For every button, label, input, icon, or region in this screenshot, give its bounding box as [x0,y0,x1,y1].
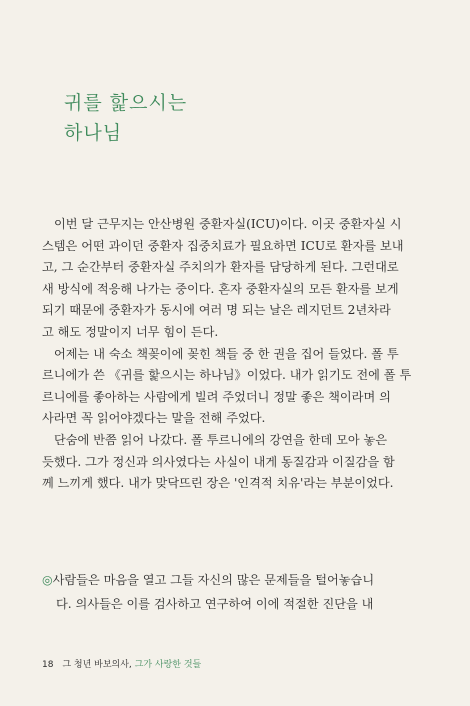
page-footer [42,657,201,670]
text-line: 새 방식에 적응해 나가는 중이다. 혼자 중환자실의 모든 환자를 보게 [42,281,399,296]
text-line: 고, 그 순간부터 중환자실 주치의가 환자를 담당하게 된다. 그런대로 [42,260,399,275]
text-line: 르니에가 쓴 《귀를 핥으시는 하나님》이었다. 내가 읽기도 전에 폴 투 [42,368,412,383]
quote-marker-icon: ◎ [42,573,53,587]
text-line: 르니에를 좋아하는 사람에게 빌려 주었더니 정말 좋은 책이라며 의 [42,389,391,404]
text-line: 께 느끼게 했다. 내가 맞닥뜨린 장은 '인격적 치유'라는 부분이었다. [42,476,394,491]
text-line: 단숨에 반쯤 읽어 나갔다. 폴 투르니에의 강연을 한데 모아 놓은 [54,432,388,447]
text-line: 이번 달 근무지는 안산병원 중환자실(ICU)이다. 이곳 중환자실 시 [54,217,402,231]
text-line: 어제는 내 숙소 책꽂이에 꽂힌 책들 중 한 권을 집어 들었다. 폴 투 [54,346,399,361]
chapter-title [64,88,187,148]
quote-line: 다. 의사들은 이를 검사하고 연구하여 이에 적절한 진단을 내 [56,597,374,611]
text-line: 스템은 어떤 과이던 중환자 집중치료가 필요하면 ICU로 환자를 보내 [42,238,404,253]
chapter-title-line2: 하나님 [64,122,123,144]
chapter-title-line1: 귀를 핥으시는 [64,92,188,114]
quoted-passage [42,568,428,616]
paragraph [42,214,412,344]
text-line: 사라면 꼭 읽어야겠다는 말을 전해 주었다. [42,411,266,426]
quote-line-text: 사람들은 마음을 열고 그들 자신의 많은 문제들을 털어놓습니 [52,573,375,587]
body-text [42,214,412,495]
book-title: 그 청년 바보의사, [62,660,132,670]
section-title: 그가 사랑한 것들 [134,660,202,670]
page-number: 18 [42,660,54,670]
quote-line [42,568,428,592]
text-line: 되기 때문에 중환자가 동시에 여러 명 되는 날은 레지던트 2년차라 [42,303,391,318]
text-line: 고 해도 정말이지 너무 힘이 든다. [42,324,219,339]
text-line: 듯했다. 그가 정신과 의사였다는 사실이 내게 동질감과 이질감을 함 [42,454,395,469]
paragraph [42,344,412,430]
paragraph [42,430,412,495]
